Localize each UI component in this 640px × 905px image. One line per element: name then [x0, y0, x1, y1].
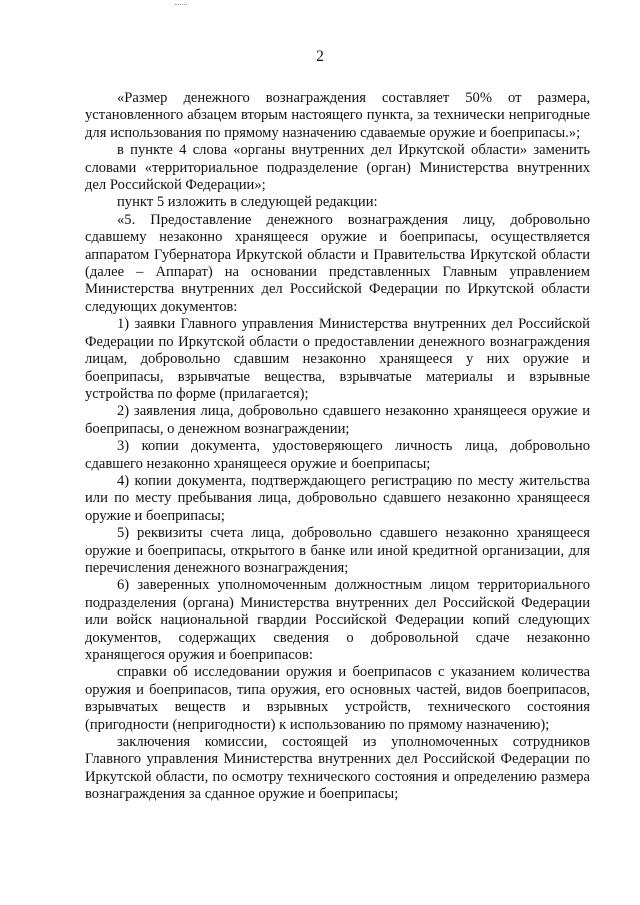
paragraph-reward-size: «Размер денежного вознаграждения составляет 50% от размера, установленного абзацем вторым настоящего пункта, за технически непригодные для использования по прямому назначению сдаваемые оружие и боеприпасы.»;	[85, 90, 590, 141]
list-item-6: 6) заверенных уполномоченным должностным лицом территориального подразделения (органа) Министерства внутренних дел Российской Федерации или войск национальной гвардии Российской Федерации копий следующих документов, содержащих сведения о добровольной сдаче незаконно хранящегося оружия и боеприпасов:	[85, 577, 590, 663]
paragraph-item-4-amendment: в пункте 4 слова «органы внутренних дел Иркутской области» заменить словами «территориальное подразделение (орган) Министерства внутренних дел Российской Федерации»;	[85, 142, 590, 194]
list-item-1: 1) заявки Главного управления Министерства внутренних дел Российской Федерации по Иркутской области о предоставлении денежного вознаграждения лицам, добровольно сдавшим незаконно хранящееся у них оружие и боеприпасы, взрывчатые вещества, взрывчатые материалы и взрывные устройства по форме (прилагается);	[85, 316, 590, 402]
paragraph-item-5-text: «5. Предоставление денежного вознаграждения лицу, добровольно сдавшему незаконно хранящееся оружие и боеприпасы, осуществляется аппаратом Губернатора Иркутской области и Правительства Иркутской области (далее – Аппарат) на основании представленных Главным управлением Министерства внутренних дел Российской Федерации по Иркутской области следующих документов:	[85, 211, 590, 315]
sub-item-commission: заключения комиссии, состоящей из уполномоченных сотрудников Главного управления Министерства внутренних дел Российской Федерации по Иркутской области, по осмотру технического состояния и определению размера вознаграждения за сданное оружие и боеприпасы;	[85, 734, 590, 803]
list-item-4: 4) копии документа, подтверждающего регистрацию по месту жительства или по месту пребывания лица, добровольно сдавшего незаконно хранящееся оружие и боеприпасы;	[85, 472, 590, 524]
sub-item-certificate: справки об исследовании оружия и боеприпасов с указанием количества оружия и боеприпасов, типа оружия, его основных частей, видов боеприпасов, взрывчатых веществ и взрывных устройств, технического состояния (пригодности (непригодности) к использованию по прямому назначению);	[85, 664, 590, 733]
page-number: 2	[316, 48, 324, 65]
paragraph-item-5-intro: пункт 5 изложить в следующей редакции:	[117, 194, 378, 211]
list-item-5: 5) реквизиты счета лица, добровольно сдавшего незаконно хранящееся оружие и боеприпасы, открытого в банке или иной кредитной организации, для перечисления денежного вознаграждения;	[85, 525, 590, 576]
document-body	[85, 90, 590, 804]
list-item-3: 3) копии документа, удостоверяющего личность лица, добровольно сдавшего незаконно хранящееся оружие и боеприпасы;	[85, 438, 590, 472]
scan-artifact	[175, 4, 187, 5]
list-item-2: 2) заявления лица, добровольно сдавшего незаконно хранящееся оружие и боеприпасы, о денежном вознаграждении;	[85, 403, 590, 437]
